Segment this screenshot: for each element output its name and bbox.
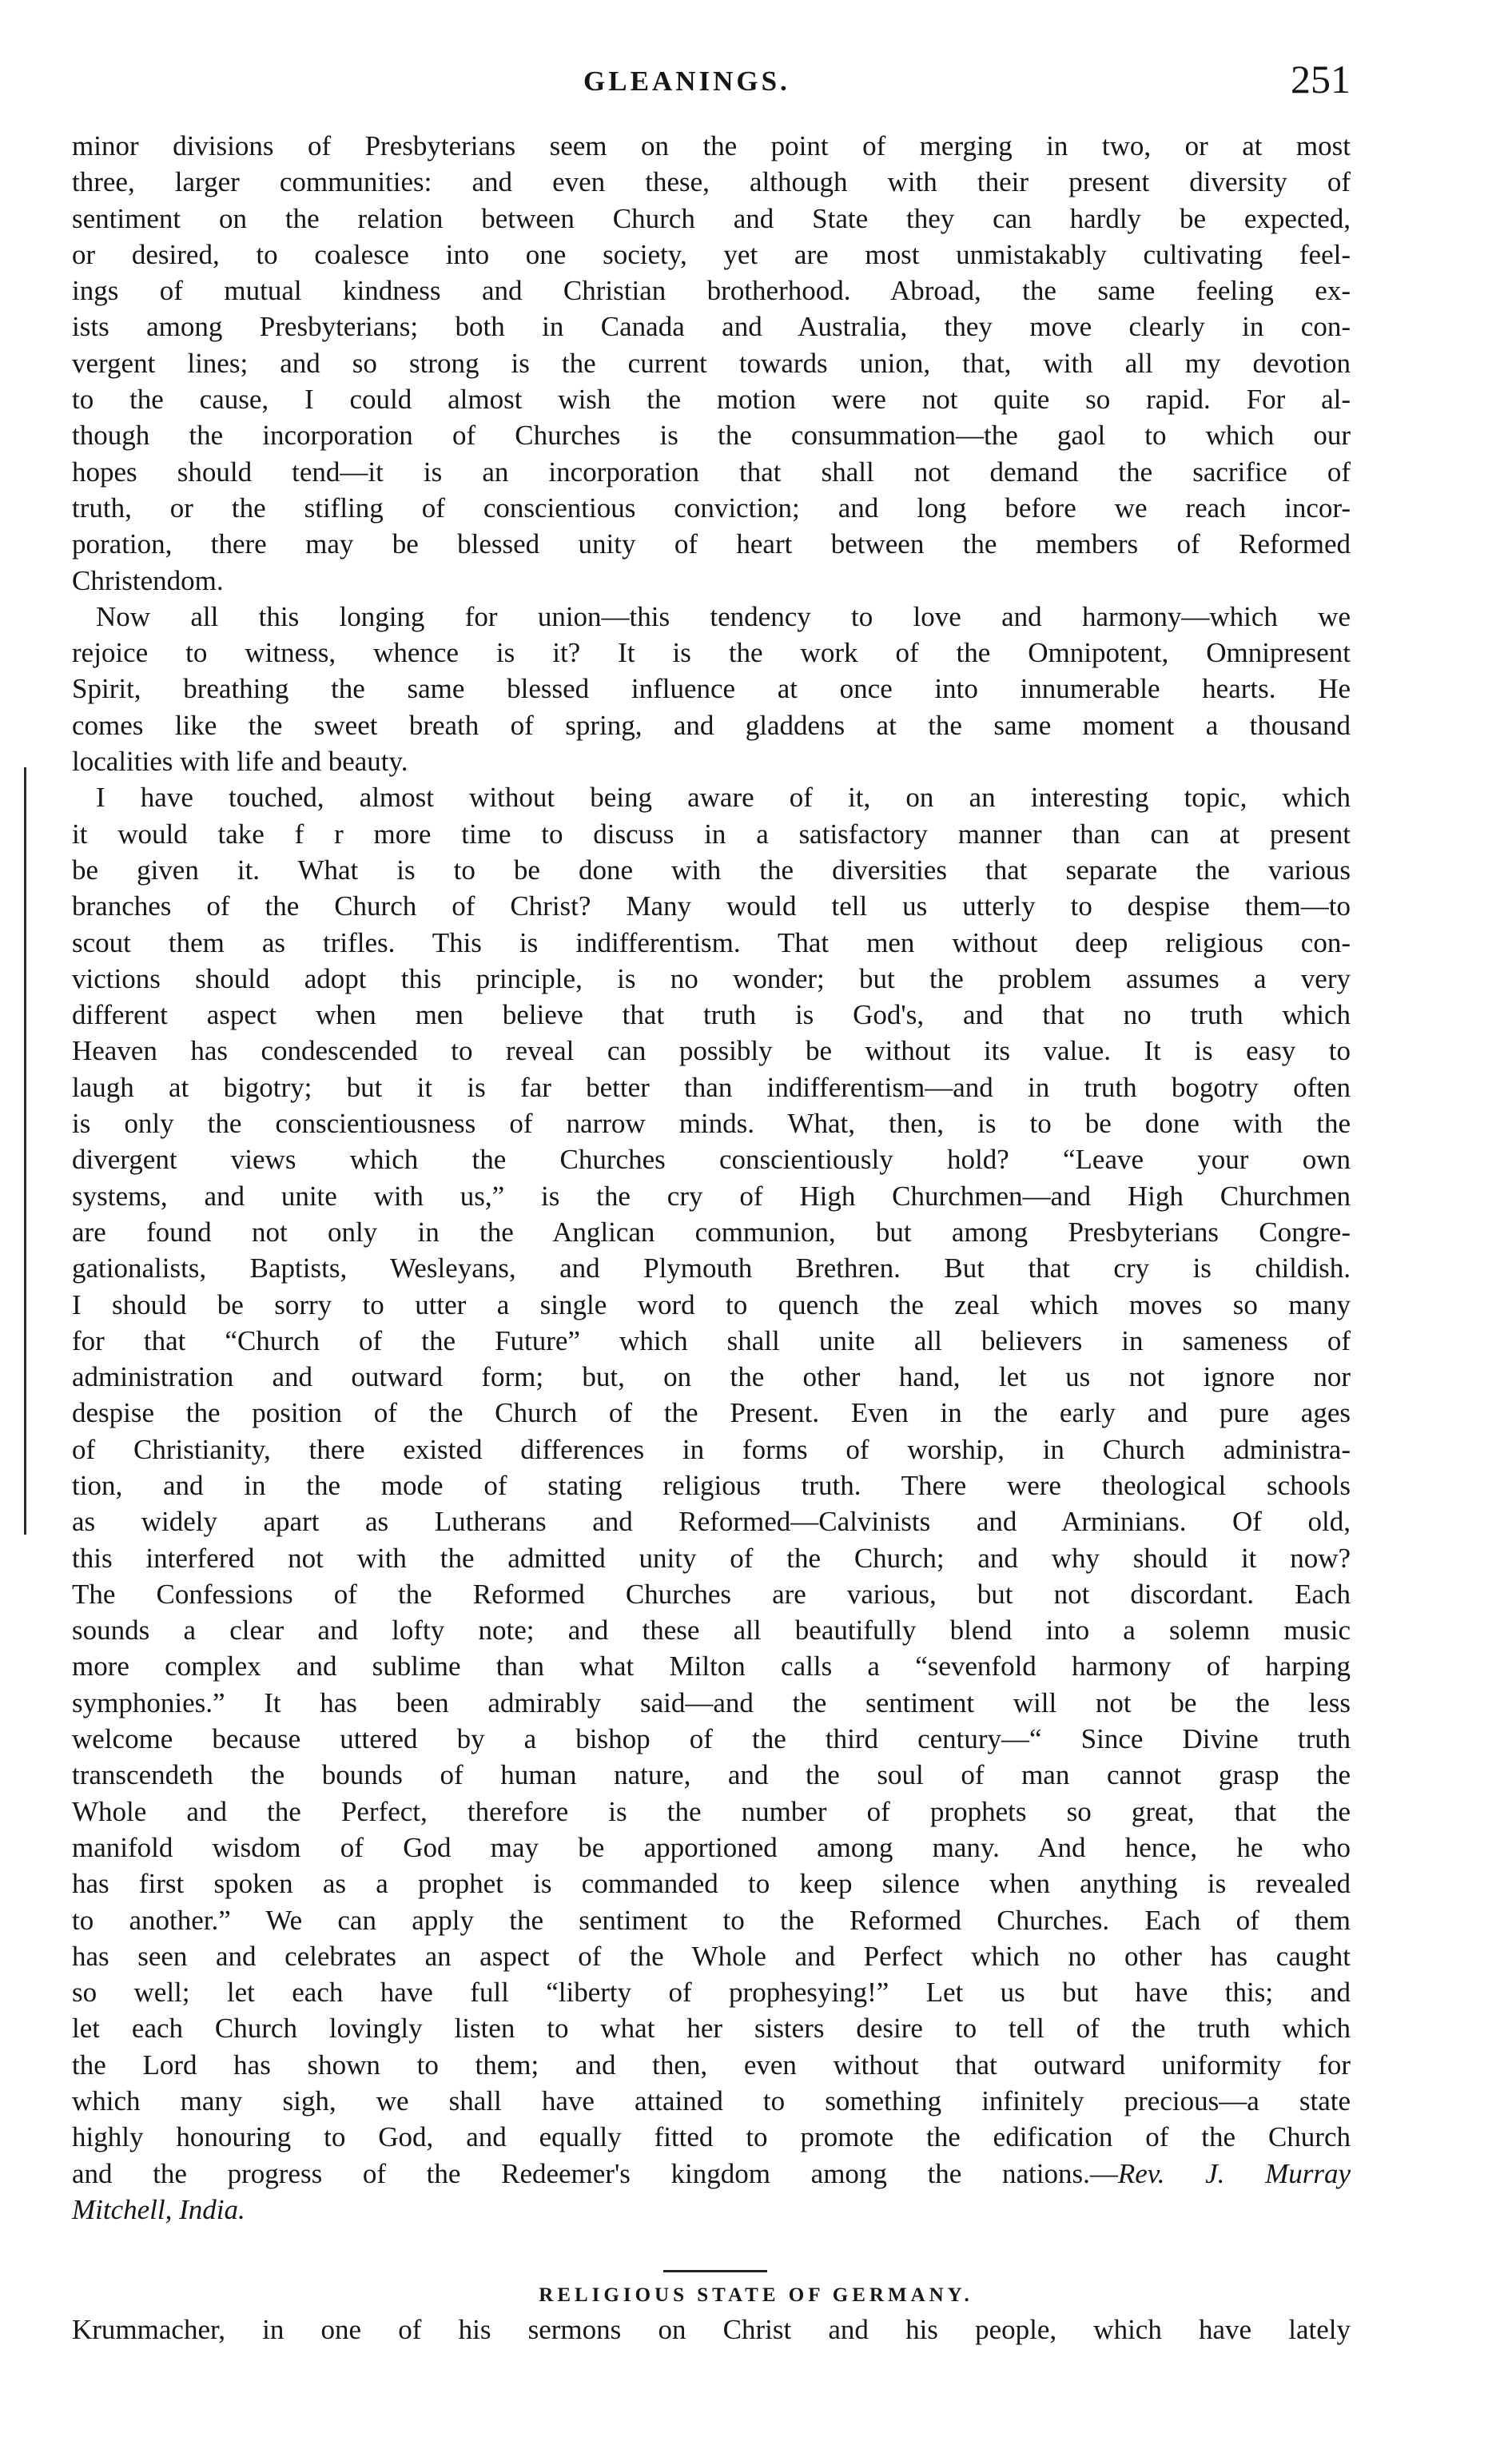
text-line: comes like the sweet breath of spring, and gladdens at the same moment a thousand xyxy=(72,709,1351,741)
signature: Rev. J. Murray xyxy=(1117,2157,1351,2189)
text-line: Spirit, breathing the same blessed influence at once into innumerable hearts. He xyxy=(72,673,1351,705)
text-line: has seen and celebrates an aspect of the Whole and Perfect which no other has caught xyxy=(72,1940,1351,1972)
paragraph-2 xyxy=(72,599,1351,779)
text-line: let each Church lovingly listen to what her sisters desire to tell of the truth which xyxy=(72,2013,1351,2045)
text-line: branches of the Church of Christ? Many would tell us utterly to despise them—to xyxy=(72,890,1351,922)
text-line: are found not only in the Anglican communion, but among Presbyterians Congre- xyxy=(72,1216,1351,1248)
text-line: symphonies.” It has been admirably said—and the sentiment will not be the less xyxy=(72,1686,1351,1718)
text-line: be given it. What is to be done with the diversities that separate the various xyxy=(72,854,1351,886)
section-body xyxy=(72,2312,1351,2347)
text-line: the Lord has shown to them; and then, even without that outward uniformity for xyxy=(72,2049,1351,2081)
text-line: welcome because uttered by a bishop of the third century—“ Since Divine truth xyxy=(72,1723,1351,1755)
signature-continued: Mitchell, India. xyxy=(72,2193,245,2225)
text-line: Now all this longing for union—this tendency to love and harmony—which we xyxy=(96,600,1351,632)
text-line: three, larger communities: and even these, although with their present diversity of xyxy=(72,166,1351,198)
text-line: sounds a clear and lofty note; and these all beautifully blend into a solemn music xyxy=(72,1615,1351,1647)
text-line: tion, and in the mode of stating religious truth. There were theological schools xyxy=(72,1469,1351,1501)
text-line: localities with life and beauty. xyxy=(72,746,408,778)
text-line: which many sigh, we shall have attained to something infinitely precious—a state xyxy=(72,2085,1351,2117)
text-line: so well; let each have full “liberty of prophesying!” Let us but have this; and xyxy=(72,1977,1351,2009)
text-line: hopes should tend—it is an incorporation that shall not demand the sacrifice of xyxy=(72,456,1351,488)
text-line: I should be sorry to utter a single word to quench the zeal which moves so many xyxy=(72,1288,1351,1320)
text-line: this interfered not with the admitted unity of the Church; and why should it now? xyxy=(72,1542,1351,1574)
text-line: or desired, to coalesce into one society, yet are most unmistakably cultivating feel- xyxy=(72,238,1351,270)
text-line: highly honouring to God, and equally fitted to promote the edification of the Church xyxy=(72,2121,1351,2153)
text-line: poration, there may be blessed unity of heart between the members of Reformed xyxy=(72,528,1351,560)
text-line: is only the conscientiousness of narrow minds. What, then, is to be done with the xyxy=(72,1108,1351,1140)
text-line: gationalists, Baptists, Wesleyans, and Plymouth Brethren. But that cry is childish. xyxy=(72,1252,1351,1284)
text-line: ists among Presbyterians; both in Canada and Australia, they move clearly in con- xyxy=(72,311,1351,343)
text-line: laugh at bigotry; but it is far better than indifferentism—and in truth bogotry often xyxy=(72,1071,1351,1103)
text-line: minor divisions of Presbyterians seem on the point of merging in two, or at most xyxy=(72,130,1351,161)
margin-rule xyxy=(24,767,26,1535)
text-line: for that “Church of the Future” which shall unite all believers in sameness of xyxy=(72,1324,1351,1356)
text-line: Whole and the Perfect, therefore is the number of prophets so great, that the xyxy=(72,1795,1351,1827)
text-line: it would take f r more time to discuss in a satisfactory manner than can at present xyxy=(72,818,1351,850)
page-header xyxy=(72,56,1351,112)
paragraph-3 xyxy=(72,779,1351,2228)
text-line: truth, or the stifling of conscientious conviction; and long before we reach incor- xyxy=(72,492,1351,524)
text-line: rejoice to witness, whence is it? It is the work of the Omnipotent, Omnipresent xyxy=(72,637,1351,669)
text-line: despise the position of the Church of the Present. Even in the early and pure ages xyxy=(72,1397,1351,1429)
text-line: Heaven has condescended to reveal can possibly be without its value. It is easy to xyxy=(72,1035,1351,1067)
text-line: manifold wisdom of God may be apportioned among many. And hence, he who xyxy=(72,1831,1351,1863)
paragraph-1 xyxy=(72,128,1351,599)
text-line: divergent views which the Churches conscientiously hold? “Leave your own xyxy=(72,1144,1351,1176)
text-line: more complex and sublime than what Milton calls a “sevenfold harmony of harping xyxy=(72,1651,1351,1682)
text-line: of Christianity, there existed differences in forms of worship, in Church administra- xyxy=(72,1433,1351,1465)
text-line: systems, and unite with us,” is the cry of High Churchmen—and High Churchmen xyxy=(72,1180,1351,1212)
text-line: I have touched, almost without being aware of it, on an interesting topic, which xyxy=(96,782,1351,814)
text-line: sentiment on the relation between Church and State they can hardly be expected, xyxy=(72,202,1351,234)
section-heading: RELIGIOUS STATE OF GERMANY. xyxy=(539,2284,973,2306)
text-line: to the cause, I could almost wish the motion were not quite so rapid. For al- xyxy=(72,384,1351,416)
text-line: Christendom. xyxy=(72,564,224,596)
text-line: administration and outward form; but, on the other hand, let us not ignore nor xyxy=(72,1361,1351,1393)
text-line: victions should adopt this principle, is no wonder; but the problem assumes a very xyxy=(72,962,1351,994)
text-line: transcendeth the bounds of human nature, and the soul of man cannot grasp the xyxy=(72,1759,1351,1791)
text-line: to another.” We can apply the sentiment to the Reformed Churches. Each of them xyxy=(72,1904,1351,1936)
closing-line xyxy=(72,2156,1351,2192)
text-line: though the incorporation of Churches is the consummation—the gaol to which our xyxy=(72,420,1351,452)
text-line: as widely apart as Lutherans and Reformed—Calvinists and Arminians. Of old, xyxy=(72,1506,1351,1538)
text-line-end: and the progress of the Redeemer's kingdom among the nations.— xyxy=(72,2157,1118,2189)
page-number: 251 xyxy=(1291,57,1351,102)
section-divider xyxy=(663,2270,767,2272)
text-line: vergent lines; and so strong is the current towards union, that, with all my devotion xyxy=(72,347,1351,379)
article-body xyxy=(72,128,1351,2228)
text-line: different aspect when men believe that truth is God's, and that no truth which xyxy=(72,999,1351,1031)
text-line: Krummacher, in one of his sermons on Christ and his people, which have lately xyxy=(72,2314,1351,2345)
text-line: scout them as trifles. This is indifferentism. That men without deep religious con- xyxy=(72,926,1351,958)
text-line: ings of mutual kindness and Christian brotherhood. Abroad, the same feeling ex- xyxy=(72,275,1351,307)
text-line: The Confessions of the Reformed Churches are various, but not discordant. Each xyxy=(72,1578,1351,1610)
running-head: GLEANINGS. xyxy=(583,66,790,97)
text-line: has first spoken as a prophet is commanded to keep silence when anything is revealed xyxy=(72,1868,1351,1900)
